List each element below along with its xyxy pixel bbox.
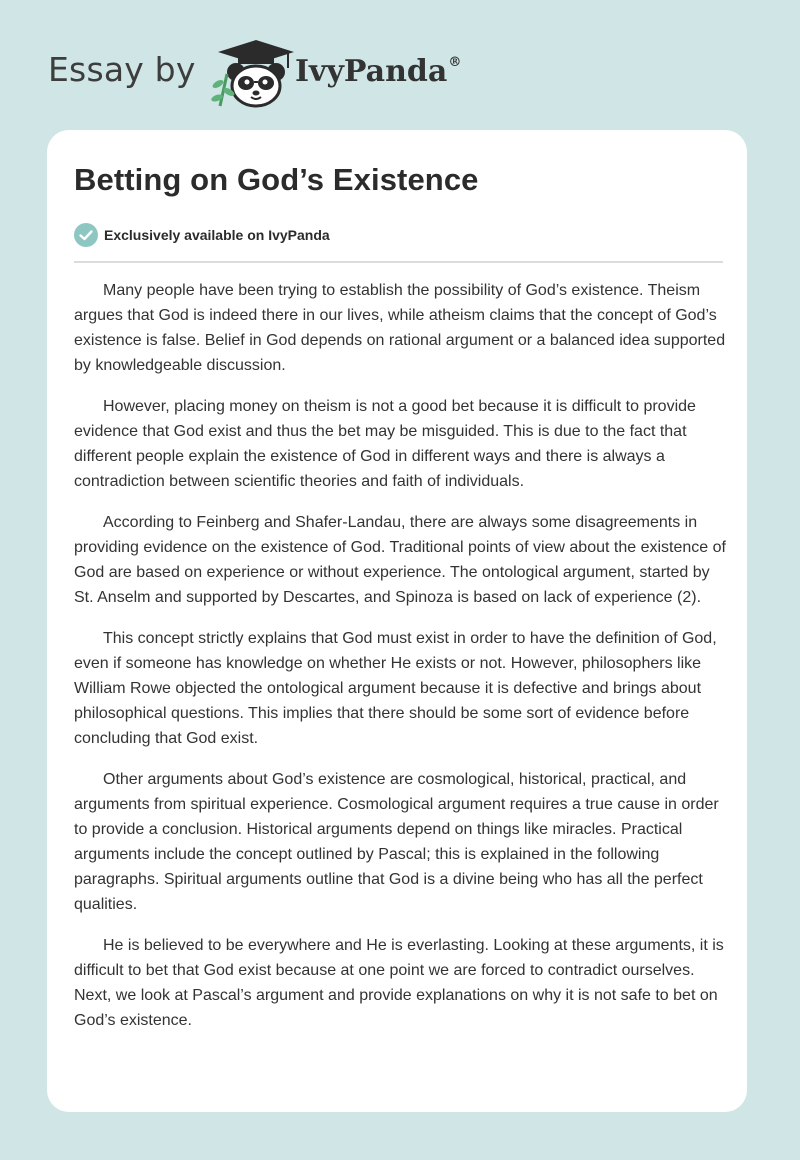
- brand-header[interactable]: [48, 34, 488, 114]
- title-divider: [74, 261, 723, 263]
- paragraph: However, placing money on theism is not a good bet because it is difficult to provide evidence that God exist and thus the bet may be misguided. This is due to the fact that different people explain the existence of God in different ways and there is always a contradiction between scientific theories and faith of individuals.: [74, 398, 696, 490]
- essay-body: [74, 278, 729, 1049]
- paragraph: According to Feinberg and Shafer-Landau, there are always some disagreements in providing evidence on the existence of God. Traditional points of view about the existence of God are based on experience or without experience. The ontological argument, started by St. Anselm and supported by Descartes, and Spinoza is based on lack of experience (2).: [74, 514, 726, 606]
- panda-logo-icon: [200, 34, 300, 110]
- trademark-mark: ®: [448, 55, 462, 70]
- brand-prefix: Essay by: [48, 50, 196, 89]
- exclusive-badge: [74, 222, 330, 248]
- paragraph: He is believed to be everywhere and He is everlasting. Looking at these arguments, it is difficult to bet that God exist because at one point we are forced to contradict ourselves. Next, we look at Pascal’s argument and provide explanations on why it is not safe to bet on God’s existence.: [74, 937, 724, 1029]
- brand-name-text: IvyPanda: [295, 54, 448, 89]
- brand-name: [295, 54, 461, 89]
- paragraph: Many people have been trying to establish the possibility of God’s existence. Theism argues that God is indeed there in our lives, while atheism claims that the concept of God’s existence is false. Belief in God depends on rational argument or a balanced idea supported by knowledgeable discussion.: [74, 282, 726, 374]
- essay-card: [47, 130, 747, 1112]
- paragraph: Other arguments about God’s existence are cosmological, historical, practical, and arguments from spiritual experience. Cosmological argument requires a true cause in order to provide a conclusion. Historical arguments depend on things like miracles. Practical arguments include the concept outlined by Pascal; this is explained in the following paragraphs. Spiritual arguments outline that God is a divine being who has all the perfect qualities.: [74, 771, 719, 913]
- essay-title: Betting on God’s Existence: [74, 162, 479, 197]
- check-circle-icon: [74, 223, 98, 247]
- paragraph: This concept strictly explains that God must exist in order to have the definition of God, even if someone has knowledge on whether He exists or not. However, philosophers like William Rowe objected the ontological argument because it is defective and brings about philosophical questions. This implies that there should be some sort of evidence before concluding that God exist.: [74, 630, 717, 747]
- exclusive-badge-label: Exclusively available on IvyPanda: [104, 227, 330, 243]
